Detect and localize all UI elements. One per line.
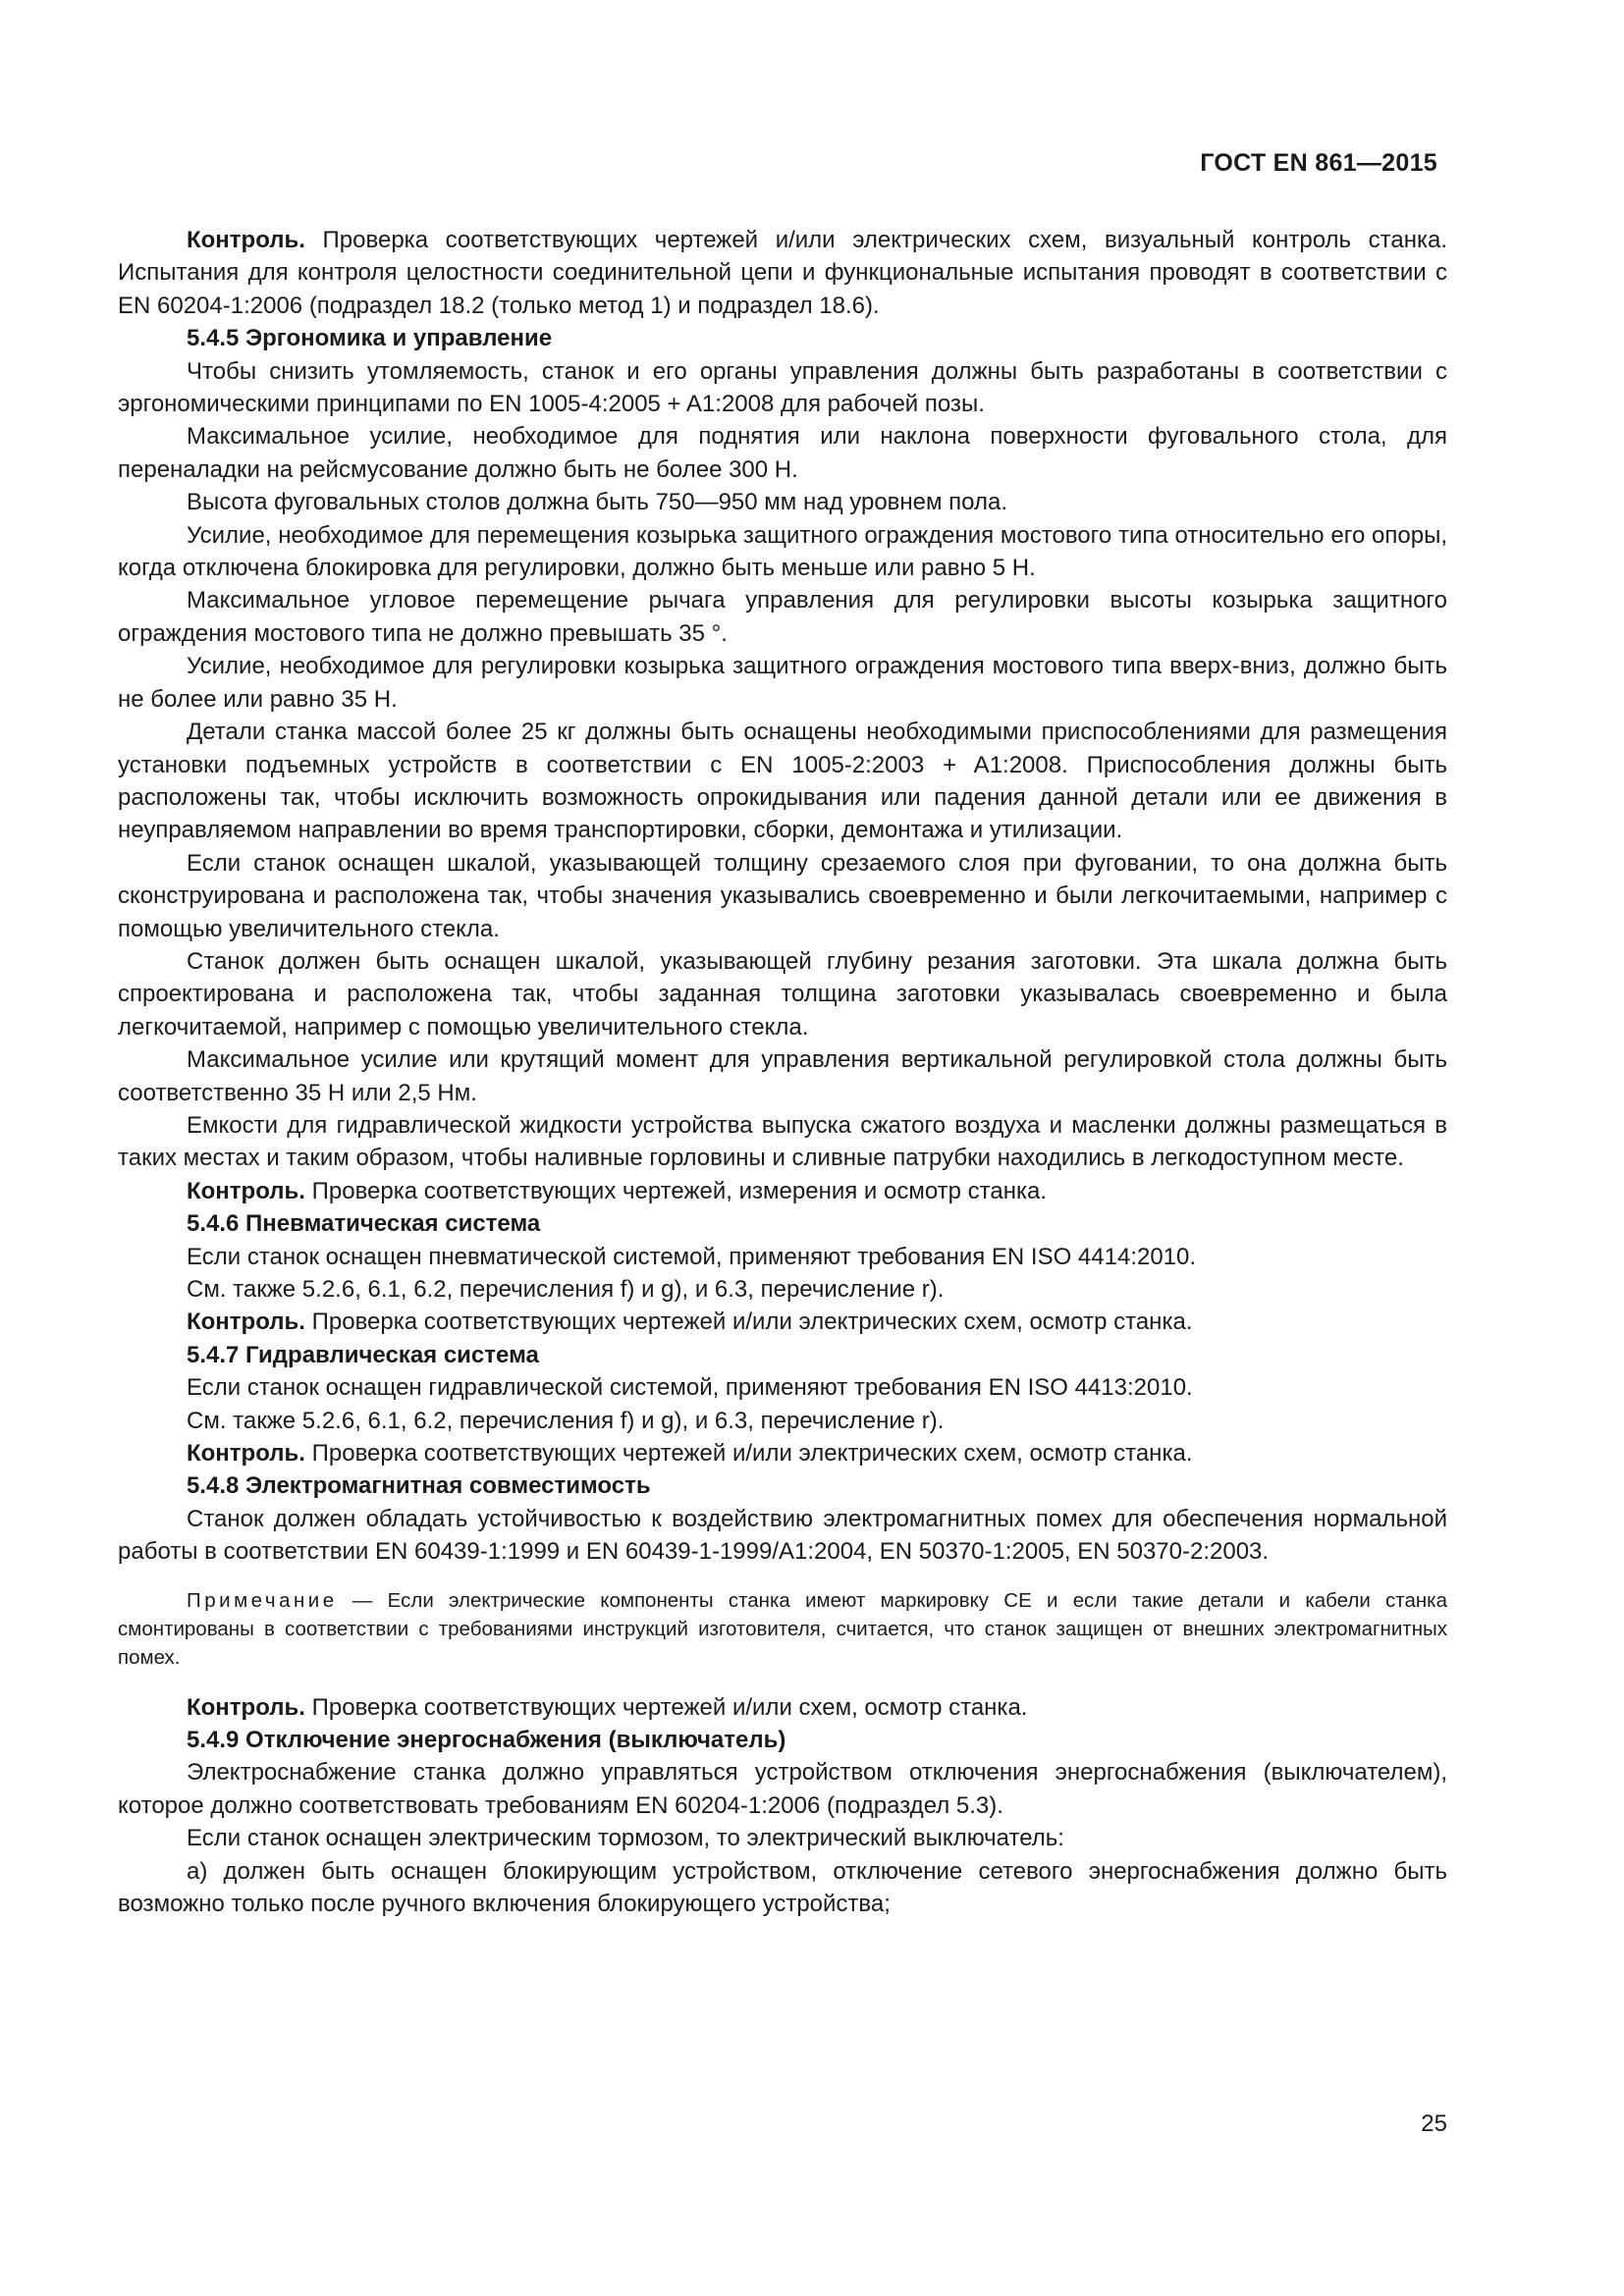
control-label: Контроль. xyxy=(187,1693,305,1721)
paragraph: Максимальное усилие или крутящий момент для управления вертикальной регулировкой стола должны быть соответственно 35 Н или 2,5 Нм. xyxy=(118,1046,1447,1106)
paragraph-text: Проверка соответствующих чертежей и/или электрических схем, осмотр станка. xyxy=(304,1308,1193,1336)
list-item: а) должен быть оснащен блокирующим устройством, отключение сетевого энергоснабжения должно быть возможно только после ручного включения блокирующего устройства; xyxy=(118,1857,1447,1918)
paragraph: Детали станка массой более 25 кг должны быть оснащены необходимыми приспособлениями для размещения установки подъемных устройств в соответствии с EN 1005-2:2003 + A1:2008. Приспособления должны быть расположены так, чтобы исключить возможность опрокидывания или падения данной детали или ее движения в неуправляемом направлении во время транспортировки, сборки, демонтажа и утилизации. xyxy=(118,719,1447,844)
control-paragraph xyxy=(118,1306,1447,1338)
paragraph: Высота фуговальных столов должна быть 750—950 мм над уровнем пола. xyxy=(187,489,1008,516)
control-label: Контроль. xyxy=(187,1308,305,1336)
paragraph: Усилие, необходимое для перемещения козырька защитного ограждения мостового типа относительно его опоры, когда отключена блокировка для регулировки, должно быть меньше или равно 5 Н. xyxy=(118,521,1447,582)
paragraph: Если станок оснащен электрическим тормозом, то электрический выключатель: xyxy=(187,1825,1064,1852)
paragraph: См. также 5.2.6, 6.1, 6.2, перечисления f) и g), и 6.3, перечисление r). xyxy=(187,1276,945,1303)
paragraph: См. также 5.2.6, 6.1, 6.2, перечисления f) и g), и 6.3, перечисление r). xyxy=(187,1407,945,1434)
paragraph-text: Проверка соответствующих чертежей и/или электрических схем, визуальный контроль станка. Испытания для контроля целостности соединительной цепи и функциональные испытания проводят в соответствии с EN 60204-1:2006 (подраздел 18.2 (только метод 1) и подраздел 18.6). xyxy=(118,227,1447,319)
control-paragraph xyxy=(118,1691,1447,1724)
note-label: Примечание xyxy=(187,1588,338,1612)
section-heading: 5.4.7 Гидравлическая система xyxy=(187,1341,539,1368)
paragraph: Если станок оснащен пневматической системой, применяют требования EN ISO 4414:2010. xyxy=(187,1243,1197,1270)
control-paragraph xyxy=(118,1437,1447,1469)
section-heading: 5.4.5 Эргономика и управление xyxy=(187,325,553,352)
paragraph: Максимальное угловое перемещение рычага управления для регулировки высоты козырька защитного ограждения мостового типа не должно превышать 35 °. xyxy=(118,587,1447,647)
control-paragraph xyxy=(118,224,1447,322)
section-heading: 5.4.6 Пневматическая система xyxy=(187,1210,541,1238)
control-label: Контроль. xyxy=(187,1440,305,1468)
paragraph: Чтобы снизить утомляемость, станок и его органы управления должны быть разработаны в соответствии с эргономическими принципами по EN 1005-4:2005 + A1:2008 для рабочей позы. xyxy=(118,357,1447,418)
control-label: Контроль. xyxy=(187,227,305,253)
paragraph-text: Проверка соответствующих чертежей, измерения и осмотр станка. xyxy=(304,1177,1048,1204)
page-number: 25 xyxy=(1421,2110,1447,2137)
paragraph-text: Проверка соответствующих чертежей и/или схем, осмотр станка. xyxy=(304,1693,1028,1721)
control-label: Контроль. xyxy=(187,1177,305,1204)
section-heading: 5.4.8 Электромагнитная совместимость xyxy=(187,1472,651,1500)
section-heading: 5.4.9 Отключение энергоснабжения (выключатель) xyxy=(187,1727,786,1754)
note-paragraph xyxy=(118,1586,1447,1672)
paragraph: Максимальное усилие, необходимое для поднятия или наклона поверхности фуговального стола, для переналадки на рейсмусование должно быть не более 300 Н. xyxy=(118,423,1447,483)
paragraph: Если станок оснащен гидравлической системой, применяют требования EN ISO 4413:2010. xyxy=(187,1374,1193,1402)
document-id: ГОСТ EN 861—2015 xyxy=(1200,149,1437,177)
control-paragraph xyxy=(118,1175,1447,1207)
note-text: — Если электрические компоненты станка имеют маркировку СЕ и если такие детали и кабели станка смонтированы в соответствии с требованиями инструкций изготовителя, считается, что станок защищен от внешних электромагнитных помех. xyxy=(118,1588,1447,1669)
document-body xyxy=(118,224,1447,1921)
paragraph: Станок должен обладать устойчивостью к воздействию электромагнитных помех для обеспечения нормальной работы в соответствии EN 60439-1:1999 и EN 60439-1-1999/A1:2004, EN 50370-1:2005, EN 50370-2:2003. xyxy=(118,1505,1447,1566)
paragraph: Если станок оснащен шкалой, указывающей толщину срезаемого слоя при фуговании, то она должна быть сконструирована и расположена так, чтобы значения указывались своевременно и были легкочитаемыми, например с помощью увеличительного стекла. xyxy=(118,849,1447,942)
paragraph: Электроснабжение станка должно управляться устройством отключения энергоснабжения (выключателем), которое должно соответствовать требованиям EN 60204-1:2006 (подраздел 5.3). xyxy=(118,1759,1447,1819)
paragraph: Емкости для гидравлической жидкости устройства выпуска сжатого воздуха и масленки должны размещаться в таких местах и таким образом, чтобы наливные горловины и сливные патрубки находились в легкодоступном месте. xyxy=(118,1111,1447,1172)
paragraph: Станок должен быть оснащен шкалой, указывающей глубину резания заготовки. Эта шкала должна быть спроектирована и расположена так, чтобы заданная толщина заготовки указывалась своевременно и была легкочитаемой, например с помощью увеличительного стекла. xyxy=(118,947,1447,1041)
paragraph-text: Проверка соответствующих чертежей и/или электрических схем, осмотр станка. xyxy=(304,1440,1193,1468)
paragraph: Усилие, необходимое для регулировки козырька защитного ограждения мостового типа вверх-вниз, должно быть не более или равно 35 Н. xyxy=(118,653,1447,713)
